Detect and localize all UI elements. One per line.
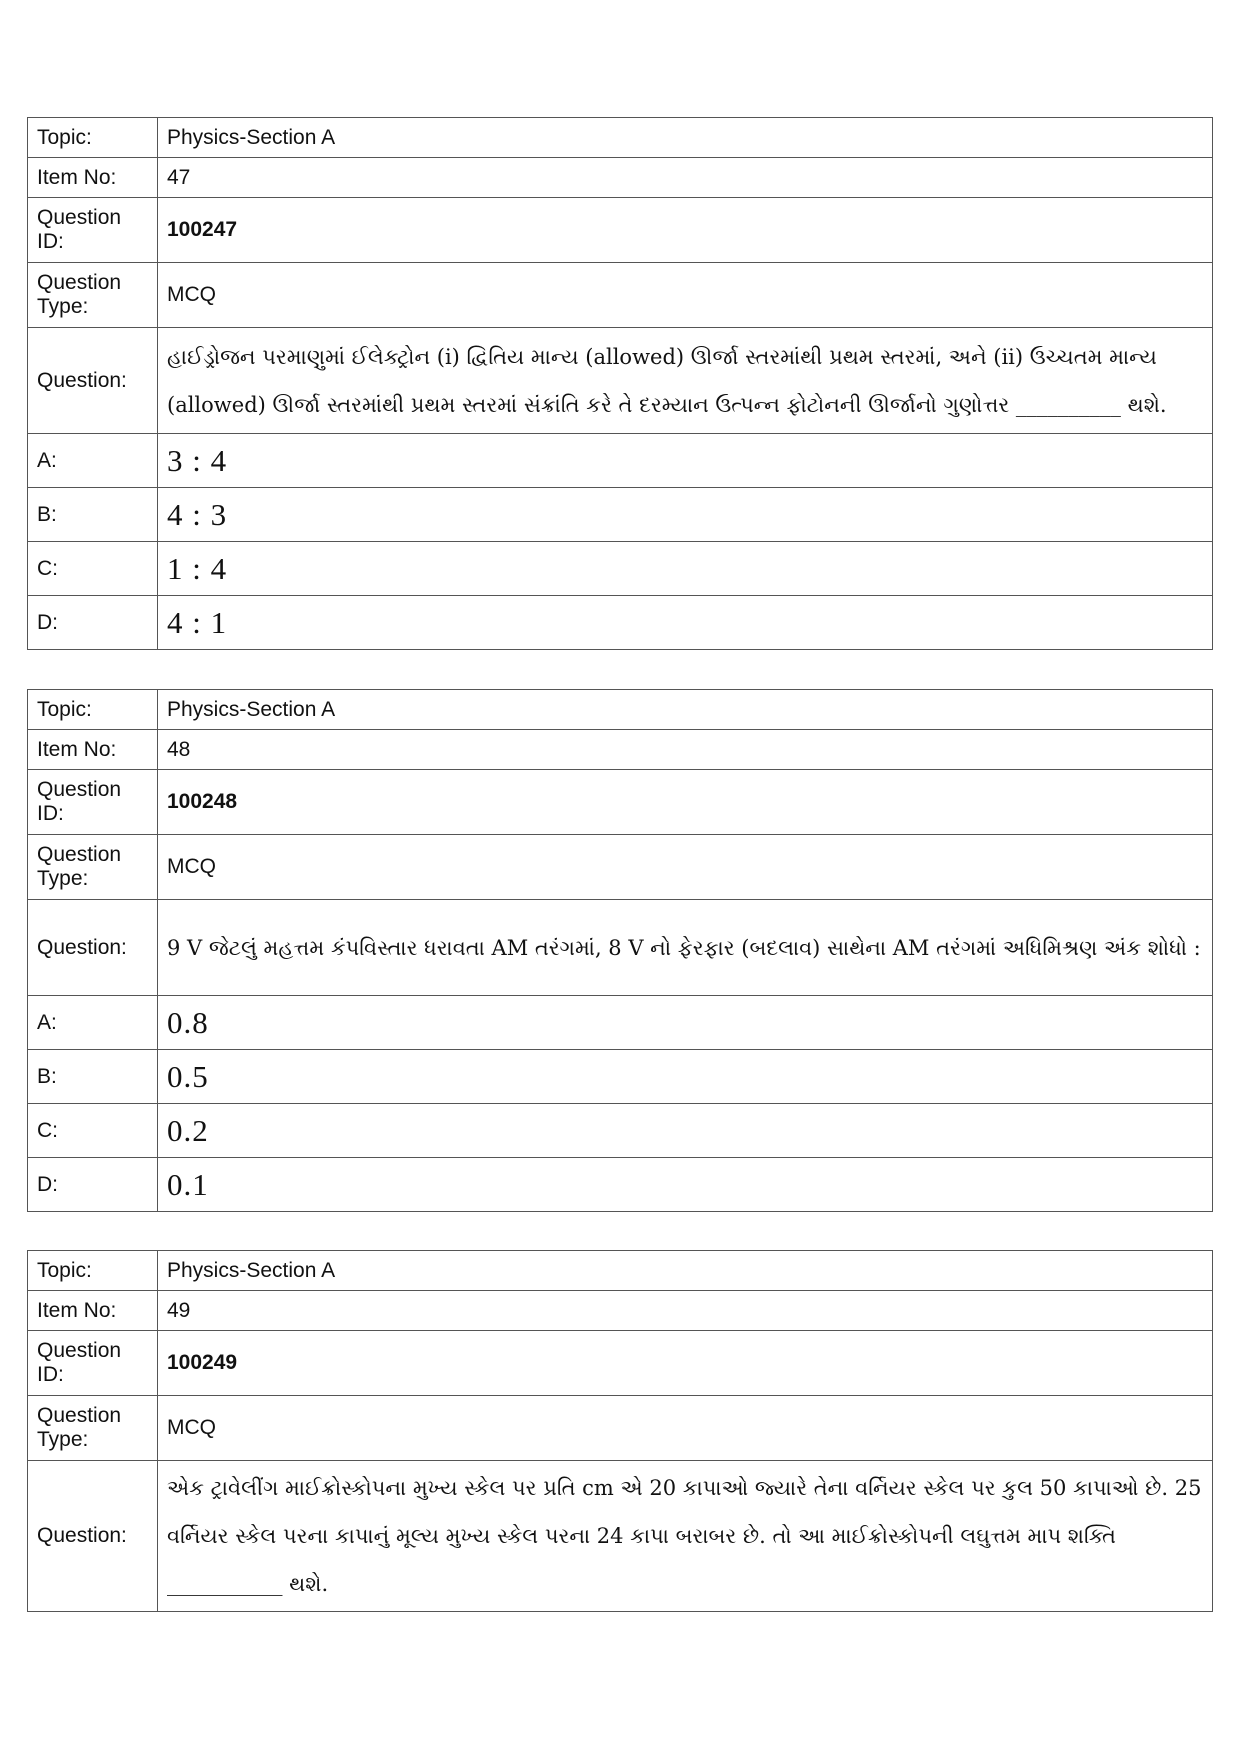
topic-label: Topic: [28, 690, 158, 730]
question-text: 9 V જેટલું મહત્તમ કંપવિસ્તાર ધરાવતા AM તરંગમાં, 8 V નો ફેરફાર (બદલાવ) સાથેના AM તરંગમાં અધિમિશ્રણ અંક શોધો : [158, 900, 1213, 996]
option-row-c [28, 542, 1213, 596]
option-d-value: 0.1 [158, 1158, 1213, 1212]
option-b-value: 4 : 3 [158, 488, 1213, 542]
topic-label: Topic: [28, 1251, 158, 1291]
option-c-label: C: [28, 542, 158, 596]
item-no-label: Item No: [28, 1291, 158, 1331]
option-c-label: C: [28, 1104, 158, 1158]
option-row-a [28, 434, 1213, 488]
question-type-label: Question Type: [28, 263, 158, 328]
topic-row [28, 690, 1213, 730]
question-type-value: MCQ [158, 1396, 1213, 1461]
topic-value: Physics-Section A [158, 690, 1213, 730]
question-label: Question: [28, 1461, 158, 1612]
option-row-b [28, 1050, 1213, 1104]
option-row-a [28, 996, 1213, 1050]
question-table-47 [27, 117, 1213, 650]
option-row-c [28, 1104, 1213, 1158]
question-type-row [28, 263, 1213, 328]
question-id-row [28, 1331, 1213, 1396]
item-no-value: 49 [158, 1291, 1213, 1331]
question-text: એક ટ્રાવેલીંગ માઈક્રોસ્કોપના મુખ્ય સ્કેલ પર પ્રતિ cm એ 20 કાપાઓ જ્યારે તેના વર્નિયર સ્કેલ પર કુલ 50 કાપાઓ છે. 25 વર્નિયર સ્કેલ પરના કાપાનું મૂલ્ય મુખ્ય સ્કેલ પરના 24 કાપા બરાબર છે. તો આ માઈક્રોસ્કોપની લઘુત્તમ માપ શક્તિ ___________ થશે. [158, 1461, 1213, 1612]
option-b-label: B: [28, 488, 158, 542]
option-row-d [28, 1158, 1213, 1212]
option-a-value: 3 : 4 [158, 434, 1213, 488]
question-id-label: Question ID: [28, 770, 158, 835]
question-table-49 [27, 1250, 1213, 1612]
item-no-value: 48 [158, 730, 1213, 770]
option-d-value: 4 : 1 [158, 596, 1213, 650]
question-table-48 [27, 689, 1213, 1212]
item-no-row [28, 730, 1213, 770]
question-type-label: Question Type: [28, 835, 158, 900]
question-label: Question: [28, 900, 158, 996]
topic-value: Physics-Section A [158, 1251, 1213, 1291]
item-no-label: Item No: [28, 158, 158, 198]
topic-row [28, 118, 1213, 158]
question-type-row [28, 1396, 1213, 1461]
question-type-value: MCQ [158, 263, 1213, 328]
item-no-row [28, 158, 1213, 198]
question-id-row [28, 198, 1213, 263]
question-row [28, 328, 1213, 434]
question-label: Question: [28, 328, 158, 434]
question-row [28, 900, 1213, 996]
question-id-value: 100248 [158, 770, 1213, 835]
option-b-value: 0.5 [158, 1050, 1213, 1104]
question-id-value: 100247 [158, 198, 1213, 263]
topic-row [28, 1251, 1213, 1291]
question-row [28, 1461, 1213, 1612]
question-text: હાઈડ્રોજન પરમાણુમાં ઈલેક્ટ્રોન (i) દ્વિતિય માન્ય (allowed) ઊર્જા સ્તરમાંથી પ્રથમ સ્તરમાં, અને (ii) ઉચ્ચતમ માન્ય (allowed) ઊર્જા સ્તરમાંથી પ્રથમ સ્તરમાં સંક્રાંતિ કરે તે દરમ્યાન ઉત્પન્ન ફોટોનની ઊર્જાનો ગુણોત્તર __________ થશે. [158, 328, 1213, 434]
option-a-value: 0.8 [158, 996, 1213, 1050]
option-row-b [28, 488, 1213, 542]
question-id-label: Question ID: [28, 1331, 158, 1396]
option-c-value: 0.2 [158, 1104, 1213, 1158]
item-no-label: Item No: [28, 730, 158, 770]
option-d-label: D: [28, 1158, 158, 1212]
question-id-label: Question ID: [28, 198, 158, 263]
option-b-label: B: [28, 1050, 158, 1104]
option-a-label: A: [28, 996, 158, 1050]
item-no-row [28, 1291, 1213, 1331]
question-id-value: 100249 [158, 1331, 1213, 1396]
topic-label: Topic: [28, 118, 158, 158]
option-a-label: A: [28, 434, 158, 488]
option-row-d [28, 596, 1213, 650]
question-type-value: MCQ [158, 835, 1213, 900]
question-id-row [28, 770, 1213, 835]
option-d-label: D: [28, 596, 158, 650]
option-c-value: 1 : 4 [158, 542, 1213, 596]
question-type-row [28, 835, 1213, 900]
item-no-value: 47 [158, 158, 1213, 198]
question-type-label: Question Type: [28, 1396, 158, 1461]
topic-value: Physics-Section A [158, 118, 1213, 158]
